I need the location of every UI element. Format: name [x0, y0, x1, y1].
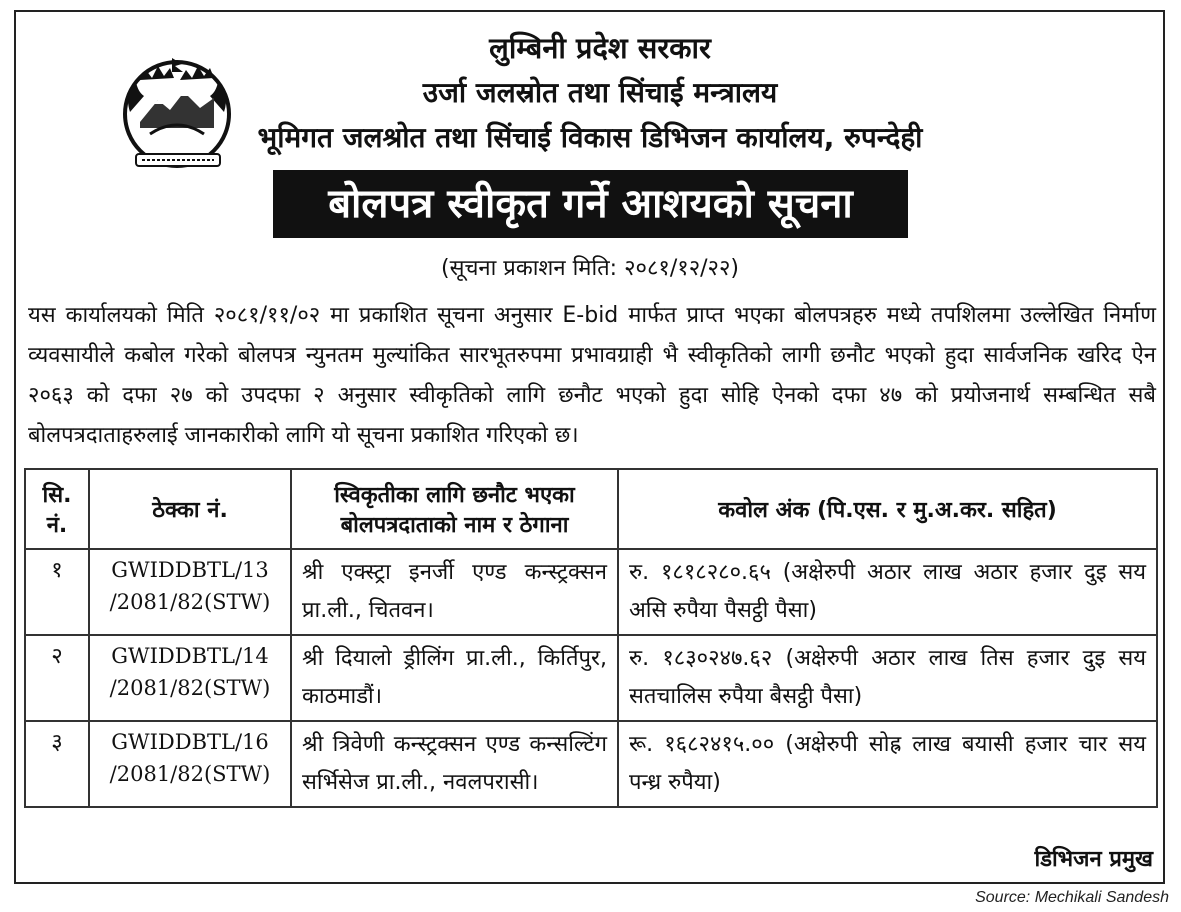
- column-header-bidder: स्विकृतीका लागि छनौट भएका बोलपत्रदाताको नाम र ठेगाना: [291, 469, 618, 549]
- column-header-bid-amount: कवोल अंक (पि.एस. र मु.अ.कर. सहित): [618, 469, 1157, 549]
- contract-number-cell: GWIDDBTL/13 /2081/82(STW): [89, 549, 291, 635]
- signature-division-chief: डिभिजन प्रमुख: [1034, 847, 1153, 872]
- office-title: भूमिगत जलश्रोत तथा सिंचाई विकास डिभिजन कार्यालय, रुपन्देही: [257, 121, 923, 154]
- bid-acceptance-table: [24, 468, 1158, 808]
- bidder-cell: श्री दियालो ड्रीलिंग प्रा.ली., किर्तिपुर, काठमाडौं।: [291, 635, 618, 721]
- column-header-serial: सि. नं.: [25, 469, 89, 549]
- ministry-title: उर्जा जलस्रोत तथा सिंचाई मन्त्रालय: [422, 76, 778, 109]
- table-row: [25, 721, 1157, 807]
- government-emblem-icon: [110, 52, 245, 172]
- table-row: [25, 635, 1157, 721]
- column-header-contract-no: ठेक्का नं.: [89, 469, 291, 549]
- bidder-cell: श्री एक्स्ट्रा इनर्जी एण्ड कन्स्ट्रक्सन प्रा.ली., चितवन।: [291, 549, 618, 635]
- bidder-cell: श्री त्रिवेणी कन्स्ट्रक्सन एण्ड कन्सल्टिंग सर्भिसेज प्रा.ली., नवलपरासी।: [291, 721, 618, 807]
- serial-cell: १: [25, 549, 89, 635]
- contract-number-cell: GWIDDBTL/14 /2081/82(STW): [89, 635, 291, 721]
- contract-number-cell: GWIDDBTL/16 /2081/82(STW): [89, 721, 291, 807]
- bid-amount-cell: रु. १८१८२८०.६५ (अक्षेरुपी अठार लाख अठार हजार दुइ सय असि रुपैया पैसट्ठी पैसा): [618, 549, 1157, 635]
- serial-cell: ३: [25, 721, 89, 807]
- publication-date: (सूचना प्रकाशन मिति: २०८१/१२/२२): [440, 256, 740, 281]
- provincial-government-title: लुम्बिनी प्रदेश सरकार: [489, 31, 711, 65]
- bid-amount-cell: रु. १८३०२४७.६२ (अक्षेरुपी अठार लाख तिस हजार दुइ सय सतचालिस रुपैया बैसट्ठी पैसा): [618, 635, 1157, 721]
- notice-title-banner: बोलपत्र स्वीकृत गर्ने आशयको सूचना: [273, 170, 908, 238]
- serial-cell: २: [25, 635, 89, 721]
- source-credit: Source: Mechikali Sandesh: [975, 889, 1169, 906]
- table-row: [25, 549, 1157, 635]
- table-header-row: [25, 469, 1157, 549]
- bid-amount-cell: रू. १६८२४१५.०० (अक्षेरुपी सोह्र लाख बयासी हजार चार सय पन्ध्र रुपैया): [618, 721, 1157, 807]
- notice-body-paragraph: यस कार्यालयको मिति २०८१/११/०२ मा प्रकाशित सूचना अनुसार E-bid मार्फत प्राप्त भएका बोलपत्रहरु मध्ये तपशिलमा उल्लेखित निर्माण व्यवसायीले कबोल गरेको बोलपत्र न्युनतम मुल्यांकित सारभूतरुपमा प्रभावग्राही भै स्वीकृतिको लागी छनौट भएको हुदा सार्वजनिक खरिद ऐन २०६३ को दफा २७ को उपदफा २ अनुसार स्वीकृतिको लागि छनौट भएको हुदा सोहि ऐनको दफा ४७ को प्रयोजनार्थ सम्बन्धित सबै बोलपत्रदाताहरुलाई जानकारीको लागि यो सूचना प्रकाशित गरिएको छ।: [28, 303, 1156, 448]
